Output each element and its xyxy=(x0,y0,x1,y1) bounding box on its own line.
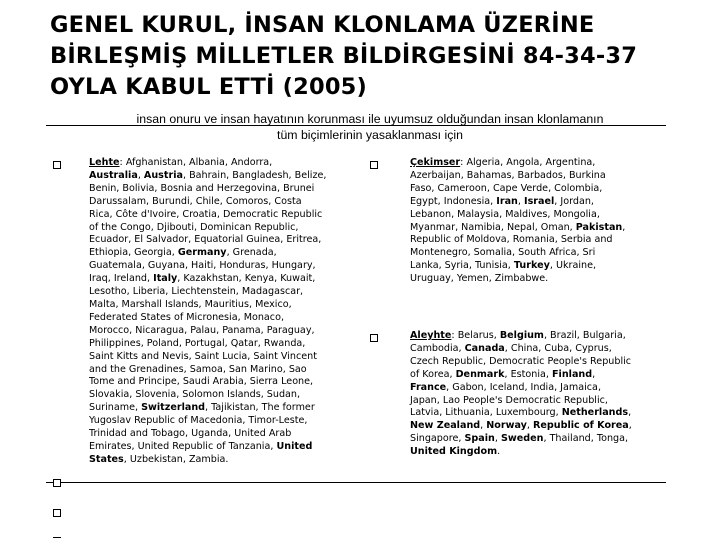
cekimser-text-run: Israel xyxy=(524,195,555,207)
subtitle-line-1: insan onuru ve insan hayatının korunması ile uyumsuz olduğundan insan klonlamanın xyxy=(136,112,604,126)
aleyhte-text-run: , Thailand, Tonga, xyxy=(543,433,629,445)
lehte-text-run: Philippines, Poland, Portugal, Qatar, Rwanda, xyxy=(89,337,306,349)
aleyhte-text-run: United Kingdom xyxy=(410,446,498,458)
subtitle-line-2: tüm biçimlerinin yasaklanması için xyxy=(277,128,463,142)
aleyhte-text-run: Republic of Korea xyxy=(533,420,629,432)
lehte-text-run: : Afghanistan, Albania, Andorra, xyxy=(119,157,273,168)
lehte-text-run: Lesotho, Liberia, Liechtenstein, Madagascar, xyxy=(89,286,304,298)
aleyhte-text-run: Finland xyxy=(552,368,593,380)
lehte-text-run: Saint Kitts and Nevis, Saint Lucia, Saint Vincent xyxy=(89,350,318,362)
aleyhte-text-run: , China, Cuba, Cyprus, xyxy=(504,342,612,354)
lehte-text-run: Germany xyxy=(177,247,227,259)
lehte-text-run: Italy xyxy=(153,273,178,285)
cekimser-text-run: : Algeria, Angola, Argentina, xyxy=(460,157,596,168)
cekimser-text-run: Lanka, Syria, Tunisia, xyxy=(410,260,514,272)
cekimser-text-run: Uruguay, Yemen, Zimbabwe. xyxy=(410,273,549,285)
cekimser-text-run: , xyxy=(622,221,626,233)
aleyhte-text-run: , Brazil, Bulgaria, xyxy=(543,330,626,341)
lehte-text-run: Iraq, Ireland, xyxy=(89,273,154,285)
aleyhte-text-run: , xyxy=(628,420,632,432)
lehte-text-run: of the Congo, Djibouti, Dominican Republic, xyxy=(89,221,299,233)
aleyhte-section xyxy=(410,330,685,459)
bullet-empty-2-icon xyxy=(53,509,61,517)
cekimser-text-run: Turkey xyxy=(513,260,550,272)
aleyhte-text-run: , Estonia, xyxy=(504,368,552,380)
aleyhte-text-run: Czech Republic, Democratic People's Republic xyxy=(410,355,632,367)
lehte-country-list xyxy=(89,157,326,465)
aleyhte-text-run: Netherlands xyxy=(561,407,629,419)
lehte-text-run: Yugoslav Republic of Macedonia, Timor-Leste, xyxy=(89,415,308,427)
lehte-text-run: Benin, Bolivia, Bosnia and Herzegovina, Brunei xyxy=(89,182,315,194)
cekimser-label: Çekimser xyxy=(410,157,461,168)
lehte-text-run: and the Grenadines, Samoa, San Marino, Sao xyxy=(89,363,307,375)
cekimser-text-run: Iran xyxy=(496,195,518,207)
aleyhte-text-run: , xyxy=(628,407,632,419)
cekimser-text-run: Azerbaijan, Bahamas, Barbados, Burkina xyxy=(410,169,606,181)
aleyhte-text-run: France xyxy=(410,381,447,393)
bullet-cekimser-icon xyxy=(370,161,378,169)
lehte-text-run: Australia xyxy=(89,169,138,181)
bullet-empty-1-icon xyxy=(53,479,61,487)
subtitle xyxy=(60,111,680,143)
bullet-aleyhte-icon xyxy=(370,334,378,342)
aleyhte-text-run: Latvia, Lithuania, Luxembourg, xyxy=(410,407,562,419)
cekimser-text-run: , Jordan, xyxy=(554,195,594,207)
lehte-text-run: Switzerland xyxy=(141,402,206,414)
aleyhte-text-run: Sweden xyxy=(500,433,544,445)
cekimser-country-list xyxy=(410,157,625,284)
cekimser-text-run: Republic of Moldova, Romania, Serbia and xyxy=(410,234,613,246)
lehte-text-run: , xyxy=(137,169,144,181)
aleyhte-text-run: Singapore, xyxy=(410,433,465,445)
aleyhte-text-run: , xyxy=(592,368,596,380)
aleyhte-text-run: : Belarus, xyxy=(451,330,500,341)
aleyhte-text-run: of Korea, xyxy=(410,368,456,380)
lehte-text-run: , Tajikistan, The former xyxy=(205,402,315,414)
lehte-text-run: Morocco, Nicaragua, Palau, Panama, Paraguay, xyxy=(89,324,315,336)
lehte-label: Lehte xyxy=(89,157,120,168)
aleyhte-text-run: . xyxy=(497,446,501,458)
lehte-text-run: , Bahrain, Bangladesh, Belize, xyxy=(182,169,327,181)
aleyhte-text-run: Denmark xyxy=(455,368,505,380)
cekimser-text-run: , Ukraine, xyxy=(549,260,597,272)
lehte-text-run: Emirates, United Republic of Tanzania, xyxy=(89,440,277,452)
lehte-text-run: Rica, Côte d'Ivoire, Croatia, Democratic Republic xyxy=(89,208,323,220)
cekimser-text-run: Egypt, Indonesia, xyxy=(410,195,497,207)
slide-title xyxy=(50,10,710,103)
aleyhte-text-run: Belgium xyxy=(499,330,544,341)
lehte-text-run: , Grenada, xyxy=(226,247,277,259)
aleyhte-text-run: Cambodia, xyxy=(410,342,465,354)
lehte-text-run: Slovakia, Slovenia, Solomon Islands, Sudan, xyxy=(89,389,301,401)
lehte-section xyxy=(89,157,364,467)
aleyhte-label: Aleyhte xyxy=(410,330,452,341)
title-line-2: BİRLEŞMİŞ MİLLETLER BİLDİRGESİNİ 84-34-37 xyxy=(50,43,638,69)
aleyhte-text-run: Canada xyxy=(464,342,505,354)
aleyhte-text-run: Japan, Lao People's Democratic Republic, xyxy=(410,394,608,406)
aleyhte-text-run: , xyxy=(526,420,534,432)
divider-line-upper xyxy=(46,125,666,126)
cekimser-text-run: Myanmar, Namibia, Nepal, Oman, xyxy=(410,221,576,233)
aleyhte-text-run: New Zealand xyxy=(410,420,481,432)
lehte-text-run: Ethiopia, Georgia, xyxy=(89,247,178,259)
cekimser-text-run: Pakistan xyxy=(575,221,623,233)
aleyhte-text-run: Norway xyxy=(486,420,527,432)
bullet-lehte-icon xyxy=(53,161,61,169)
divider-line-lower xyxy=(46,482,666,483)
aleyhte-country-list xyxy=(410,330,632,457)
lehte-text-run: Guatemala, Guyana, Haiti, Honduras, Hungary, xyxy=(89,260,316,272)
lehte-text-run: , Kazakhstan, Kenya, Kuwait, xyxy=(177,273,316,285)
title-line-1: GENEL KURUL, İNSAN KLONLAMA ÜZERİNE xyxy=(50,12,595,38)
bullet-partial-icon xyxy=(53,537,61,538)
lehte-text-run: , Uzbekistan, Zambia. xyxy=(123,453,229,465)
lehte-text-run: United xyxy=(276,440,313,452)
lehte-text-run: States xyxy=(89,453,124,465)
cekimser-text-run: Montenegro, Somalia, South Africa, Sri xyxy=(410,247,596,259)
lehte-text-run: Malta, Marshall Islands, Mauritius, Mexico, xyxy=(89,298,292,310)
lehte-text-run: Austria xyxy=(143,169,183,181)
aleyhte-text-run: , Gabon, Iceland, India, Jamaica, xyxy=(446,381,601,393)
cekimser-text-run: Lebanon, Malaysia, Maldives, Mongolia, xyxy=(410,208,600,220)
lehte-text-run: Suriname, xyxy=(89,402,142,414)
aleyhte-text-run: Spain xyxy=(464,433,495,445)
lehte-text-run: Ecuador, El Salvador, Equatorial Guinea, Eritrea, xyxy=(89,234,322,246)
lehte-text-run: Trinidad and Tobago, Uganda, United Arab xyxy=(89,428,292,440)
lehte-text-run: Darussalam, Burundi, Chile, Comoros, Costa xyxy=(89,195,302,207)
aleyhte-text-run: , xyxy=(494,433,501,445)
lehte-text-run: Tome and Principe, Saudi Arabia, Sierra Leone, xyxy=(89,376,314,388)
lehte-text-run: Federated States of Micronesia, Monaco, xyxy=(89,311,284,323)
cekimser-text-run: , xyxy=(517,195,524,207)
cekimser-text-run: Faso, Cameroon, Cape Verde, Colombia, xyxy=(410,182,603,194)
title-line-3: OYLA KABUL ETTİ (2005) xyxy=(50,74,368,100)
aleyhte-text-run: , xyxy=(480,420,487,432)
cekimser-section xyxy=(410,157,685,286)
